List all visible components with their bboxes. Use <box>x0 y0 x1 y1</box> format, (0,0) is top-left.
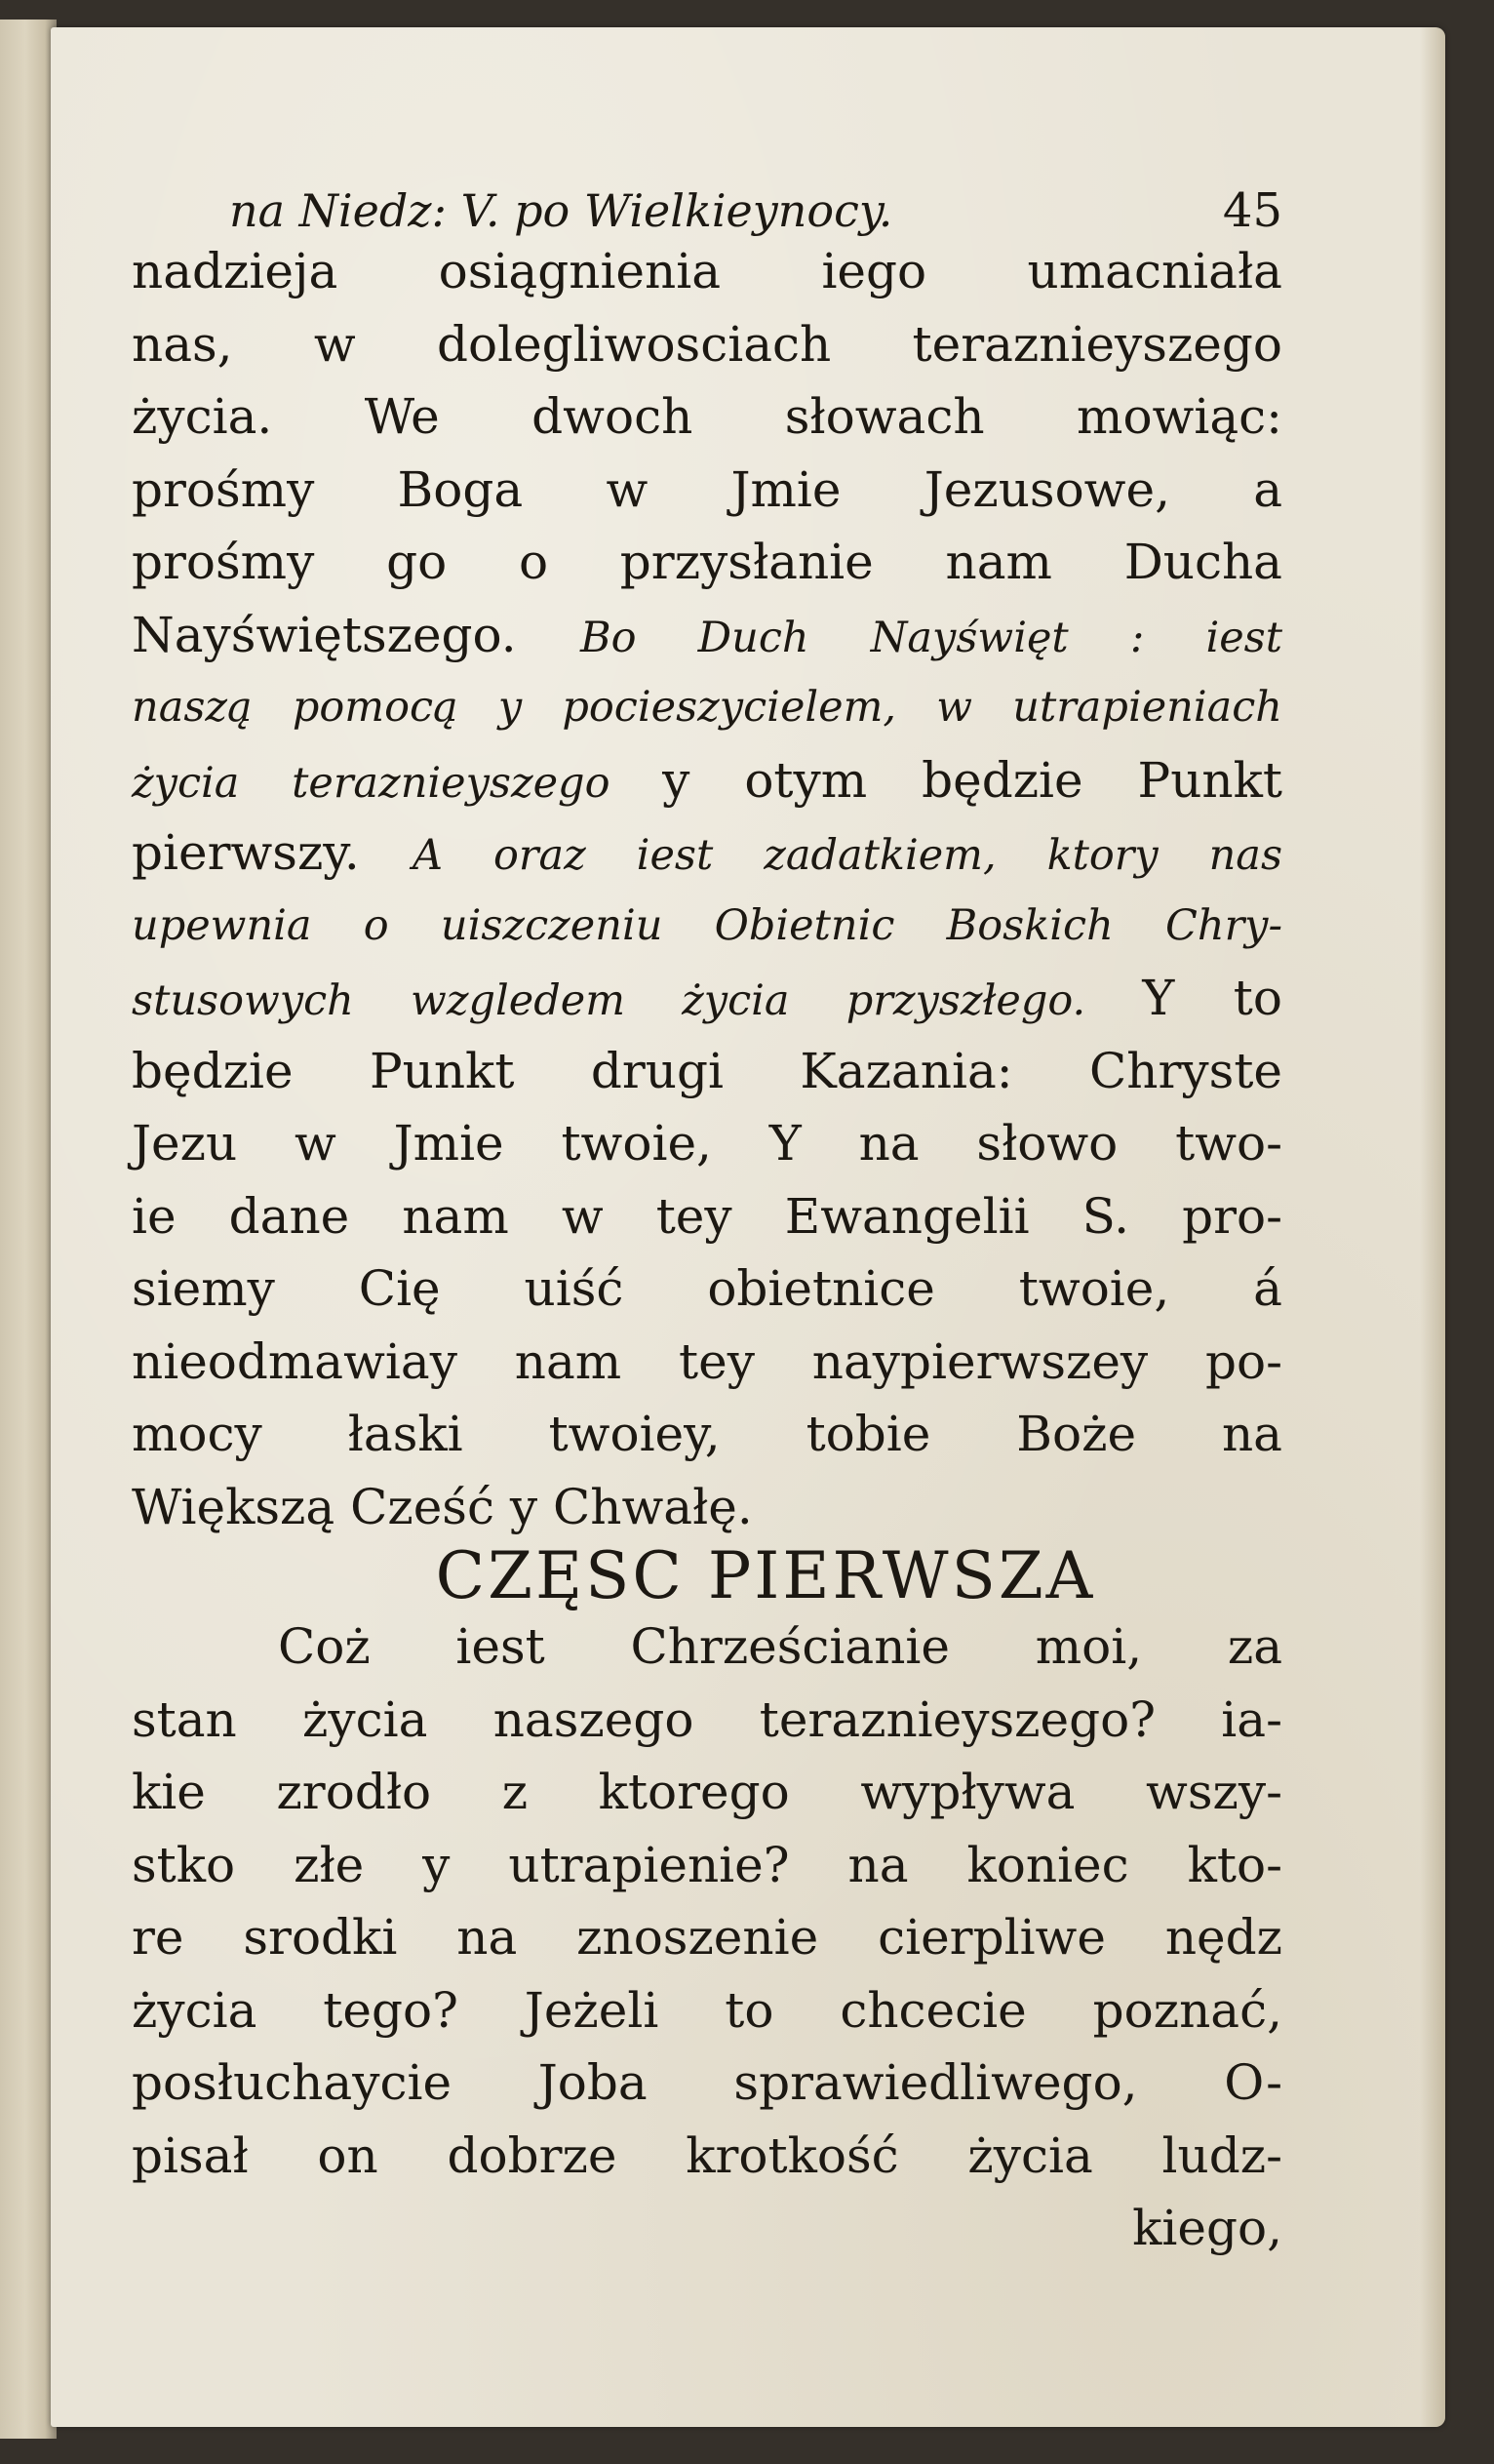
facing-page-edge <box>0 20 57 2439</box>
text-line <box>132 821 1282 887</box>
text-line: nieodmawiay nam tey naypierwszey po- <box>132 1332 1282 1390</box>
text-line: Jezu w Jmie twoie, Y na słowo two- <box>132 1115 1282 1172</box>
page-edge-shading <box>1420 27 1445 2427</box>
text-line: Większą Cześć y Chwałę. <box>132 1478 753 1535</box>
text-line: nadzieja osiągnienia iego umacniała <box>132 243 1282 299</box>
text-line: siemy Cię uiść obietnice twoie, á <box>132 1260 1282 1317</box>
text-line: prośmy Boga w Jmie Jezusowe, a <box>132 460 1282 518</box>
page-number: 45 <box>1222 183 1282 238</box>
running-title: na Niedz: V. po Wielkieynocy. <box>229 184 893 237</box>
text-line: posłuchaycie Joba sprawiedliwego, O- <box>132 2054 1282 2111</box>
text-line: upewnia o uiszczeniu Obietnic Boskich Chry- <box>132 900 1282 950</box>
page-sheet <box>51 27 1445 2427</box>
text-line <box>132 967 1282 1032</box>
text-line <box>132 749 1282 815</box>
text-line: stan życia naszego teraznieyszego? ia- <box>132 1690 1282 1748</box>
text-line: będzie Punkt drugi Kazania: Chryste <box>132 1042 1282 1099</box>
text-line: kie zrodło z ktorego wypływa wszy- <box>132 1764 1282 1820</box>
italic-run: A oraz iest zadatkiem, ktory nas <box>412 831 1283 880</box>
text-line: naszą pomocą y pocieszycielem, w utrapieniach <box>132 683 1282 732</box>
roman-run: Nayświętszego. <box>132 606 581 663</box>
text-line: prośmy go o przysłanie nam Ducha <box>132 534 1282 590</box>
catchword: kiego, <box>1132 2200 1282 2256</box>
italic-run: stusowych wzgledem życia przyszłego. <box>132 976 1143 1025</box>
text-line: życia. We dwoch słowach mowiąc: <box>132 388 1282 445</box>
text-line: mocy łaski twoiey, tobie Boże na <box>132 1406 1282 1462</box>
roman-run: Y to <box>1142 970 1282 1026</box>
roman-run: pierwszy. <box>132 824 413 881</box>
italic-run: Bo Duch Nayświęt : iest <box>580 613 1283 662</box>
text-line <box>132 604 1282 669</box>
text-line: re srodki na znoszenie cierpliwe nędz <box>132 1909 1282 1966</box>
italic-run: życia teraznieyszego <box>132 758 663 808</box>
text-line: pisał on dobrze krotkość życia ludz- <box>132 2126 1282 2184</box>
section-heading: CZĘSC PIERWSZA <box>435 1538 1096 1613</box>
text-line: stko złe y utrapienie? na koniec kto- <box>132 1836 1282 1893</box>
text-line: Coż iest Chrześcianie moi, za <box>278 1618 1282 1675</box>
text-line: życia tego? Jeżeli to chcecie poznać, <box>132 1981 1282 2039</box>
text-line: nas, w dolegliwosciach teraznieyszego <box>132 315 1282 373</box>
text-line: ie dane nam w tey Ewangelii S. pro- <box>132 1187 1282 1245</box>
roman-run: y otym będzie Punkt <box>662 751 1282 809</box>
